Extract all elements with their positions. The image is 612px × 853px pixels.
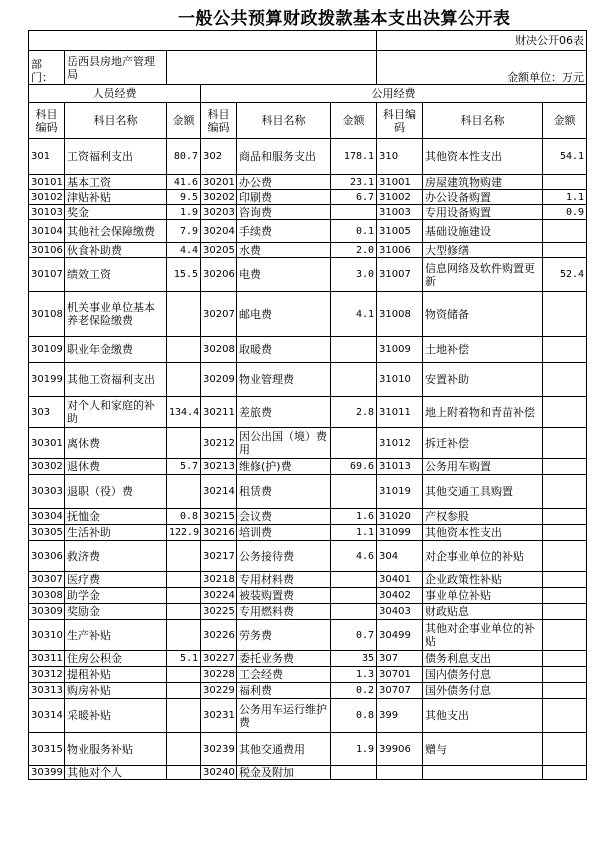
amount-cell: [167, 733, 201, 766]
name-cell: 大型修缮: [423, 243, 543, 258]
amount-cell: [167, 683, 201, 699]
header-name: 科目名称: [423, 103, 543, 139]
code-cell: 30315: [29, 733, 65, 766]
amount-cell: [543, 620, 587, 651]
code-cell: 301: [29, 139, 65, 175]
name-cell: 其他对企事业单位的补贴: [423, 620, 543, 651]
name-cell: 其他资本性支出: [423, 525, 543, 541]
amount-cell: 1.6: [331, 509, 377, 525]
code-cell: 30314: [29, 699, 65, 733]
amount-cell: 69.6: [331, 459, 377, 475]
report-title-bar: [0, 2, 612, 30]
name-cell: 被装购置费: [237, 588, 331, 604]
name-cell: 地上附着物和青苗补偿: [423, 397, 543, 428]
table-row: [29, 258, 587, 292]
amount-cell: 0.8: [167, 509, 201, 525]
amount-cell: [167, 604, 201, 620]
amount-cell: 2.8: [331, 397, 377, 428]
code-cell: 30301: [29, 428, 65, 459]
code-cell: 30206: [201, 258, 237, 292]
name-cell: 奖金: [65, 205, 167, 220]
table-row: [29, 459, 587, 475]
code-cell: 30208: [201, 337, 237, 363]
name-cell: 公务用车购置: [423, 459, 543, 475]
name-cell: 机关事业单位基本养老保险缴费: [65, 292, 167, 337]
amount-cell: 122.9: [167, 525, 201, 541]
amount-cell: [331, 604, 377, 620]
name-cell: 其他资本性支出: [423, 139, 543, 175]
table-row: [29, 292, 587, 337]
amount-cell: [543, 243, 587, 258]
expenditure-table: [28, 30, 587, 780]
code-cell: 30306: [29, 541, 65, 572]
amount-cell: [543, 428, 587, 459]
name-cell: 因公出国（境）费用: [237, 428, 331, 459]
header-amount: 金额: [167, 103, 201, 139]
name-cell: 其他交通工具购置: [423, 475, 543, 509]
name-cell: 维修(护)费: [237, 459, 331, 475]
amount-cell: [167, 699, 201, 733]
code-cell: 30240: [201, 766, 237, 780]
name-cell: 租赁费: [237, 475, 331, 509]
amount-cell: [331, 766, 377, 780]
table-row: [29, 572, 587, 588]
amount-cell: [543, 541, 587, 572]
code-cell: 30307: [29, 572, 65, 588]
name-cell: 事业单位补贴: [423, 588, 543, 604]
amount-cell: [543, 699, 587, 733]
table-row: [29, 190, 587, 205]
table-row: [29, 363, 587, 397]
name-cell: 绩效工资: [65, 258, 167, 292]
table-row: [29, 337, 587, 363]
amount-cell: 178.1: [331, 139, 377, 175]
name-cell: 房屋建筑物购建: [423, 175, 543, 190]
name-cell: 物资储备: [423, 292, 543, 337]
name-cell: 对企事业单位的补贴: [423, 541, 543, 572]
name-cell: 国外债务付息: [423, 683, 543, 699]
code-cell: 30303: [29, 475, 65, 509]
amount-cell: [167, 337, 201, 363]
code-cell: 30309: [29, 604, 65, 620]
code-cell: 30106: [29, 243, 65, 258]
code-cell: 30103: [29, 205, 65, 220]
code-cell: 30310: [29, 620, 65, 651]
code-cell: 30401: [377, 572, 423, 588]
code-cell: 30403: [377, 604, 423, 620]
name-cell: 工资福利支出: [65, 139, 167, 175]
code-cell: 30211: [201, 397, 237, 428]
name-cell: 公务接待费: [237, 541, 331, 572]
code-cell: 30311: [29, 651, 65, 667]
amount-cell: [331, 588, 377, 604]
name-cell: 其他社会保障缴费: [65, 220, 167, 243]
code-cell: 302: [201, 139, 237, 175]
code-cell: 31011: [377, 397, 423, 428]
name-cell: 购房补贴: [65, 683, 167, 699]
code-cell: 31001: [377, 175, 423, 190]
name-cell: 生产补贴: [65, 620, 167, 651]
name-cell: 公务用车运行维护费: [237, 699, 331, 733]
name-cell: 培训费: [237, 525, 331, 541]
code-cell: 30201: [201, 175, 237, 190]
amount-cell: [167, 766, 201, 780]
table-row: [29, 175, 587, 190]
amount-cell: [543, 651, 587, 667]
name-cell: 印刷费: [237, 190, 331, 205]
table-row: [29, 243, 587, 258]
name-cell: 拆迁补偿: [423, 428, 543, 459]
blank-cell: [167, 51, 377, 85]
amount-cell: 54.1: [543, 139, 587, 175]
code-cell: 31019: [377, 475, 423, 509]
code-cell: 30199: [29, 363, 65, 397]
unit-label: 金额单位：万元: [377, 51, 587, 85]
amount-cell: 1.9: [331, 733, 377, 766]
amount-cell: [167, 428, 201, 459]
table-row: [29, 604, 587, 620]
code-cell: 310: [377, 139, 423, 175]
amount-cell: [543, 572, 587, 588]
amount-cell: 0.8: [331, 699, 377, 733]
name-cell: 取暖费: [237, 337, 331, 363]
name-cell: 差旅费: [237, 397, 331, 428]
code-cell: 31009: [377, 337, 423, 363]
code-cell: 30308: [29, 588, 65, 604]
name-cell: 离休费: [65, 428, 167, 459]
amount-cell: 5.7: [167, 459, 201, 475]
amount-cell: 1.1: [331, 525, 377, 541]
name-cell: 手续费: [237, 220, 331, 243]
name-cell: 抚恤金: [65, 509, 167, 525]
name-cell: 基本工资: [65, 175, 167, 190]
amount-cell: 4.4: [167, 243, 201, 258]
code-cell: [377, 766, 423, 780]
name-cell: 企业政策性补贴: [423, 572, 543, 588]
amount-cell: 0.1: [331, 220, 377, 243]
group-personnel: 人员经费: [29, 85, 201, 103]
header-code: 科目编码: [201, 103, 237, 139]
amount-cell: [543, 588, 587, 604]
code-cell: 304: [377, 541, 423, 572]
code-cell: 30227: [201, 651, 237, 667]
amount-cell: 7.9: [167, 220, 201, 243]
code-cell: 31005: [377, 220, 423, 243]
code-cell: 39906: [377, 733, 423, 766]
name-cell: 退休费: [65, 459, 167, 475]
amount-cell: 52.4: [543, 258, 587, 292]
table-row: [29, 699, 587, 733]
code-cell: 31008: [377, 292, 423, 337]
table-row: [29, 475, 587, 509]
name-cell: 助学金: [65, 588, 167, 604]
name-cell: 奖励金: [65, 604, 167, 620]
amount-cell: [167, 572, 201, 588]
dept-label: 部门：: [29, 51, 65, 85]
name-cell: 其他工资福利支出: [65, 363, 167, 397]
code-cell: 30108: [29, 292, 65, 337]
name-cell: 赠与: [423, 733, 543, 766]
amount-cell: 6.7: [331, 190, 377, 205]
name-cell: 商品和服务支出: [237, 139, 331, 175]
code-cell: 30304: [29, 509, 65, 525]
name-cell: 委托业务费: [237, 651, 331, 667]
code-cell: 31099: [377, 525, 423, 541]
code-cell: 30215: [201, 509, 237, 525]
name-cell: [423, 766, 543, 780]
code-cell: 30107: [29, 258, 65, 292]
code-cell: 31007: [377, 258, 423, 292]
name-cell: 提租补贴: [65, 667, 167, 683]
name-cell: 物业服务补贴: [65, 733, 167, 766]
code-cell: 30205: [201, 243, 237, 258]
name-cell: 咨询费: [237, 205, 331, 220]
name-cell: 对个人和家庭的补助: [65, 397, 167, 428]
code-cell: 31006: [377, 243, 423, 258]
header-name: 科目名称: [65, 103, 167, 139]
name-cell: 财政贴息: [423, 604, 543, 620]
amount-cell: 80.7: [167, 139, 201, 175]
amount-cell: 5.1: [167, 651, 201, 667]
code-cell: 30204: [201, 220, 237, 243]
code-cell: 30213: [201, 459, 237, 475]
code-cell: 30101: [29, 175, 65, 190]
amount-cell: 1.1: [543, 190, 587, 205]
code-cell: 30102: [29, 190, 65, 205]
code-cell: 399: [377, 699, 423, 733]
name-cell: 电费: [237, 258, 331, 292]
name-cell: 税金及附加: [237, 766, 331, 780]
amount-cell: [167, 620, 201, 651]
table-row: [29, 651, 587, 667]
name-cell: 津贴补贴: [65, 190, 167, 205]
code-cell: 31020: [377, 509, 423, 525]
amount-cell: [331, 205, 377, 220]
code-cell: 30239: [201, 733, 237, 766]
header-name: 科目名称: [237, 103, 331, 139]
code-cell: 30212: [201, 428, 237, 459]
name-cell: 工会经费: [237, 667, 331, 683]
code-cell: 303: [29, 397, 65, 428]
amount-cell: [543, 459, 587, 475]
code-cell: 30217: [201, 541, 237, 572]
name-cell: 职业年金缴费: [65, 337, 167, 363]
name-cell: 物业管理费: [237, 363, 331, 397]
name-cell: 专用燃料费: [237, 604, 331, 620]
code-cell: 31010: [377, 363, 423, 397]
name-cell: 其他对个人: [65, 766, 167, 780]
amount-cell: [543, 337, 587, 363]
code-cell: 30109: [29, 337, 65, 363]
code-cell: 30231: [201, 699, 237, 733]
code-cell: 307: [377, 651, 423, 667]
table-row: [29, 509, 587, 525]
report-title: 一般公共预算财政拨款基本支出决算公开表: [178, 9, 511, 29]
amount-cell: [167, 541, 201, 572]
code-cell: 30313: [29, 683, 65, 699]
header-amount: 金额: [543, 103, 587, 139]
amount-cell: [331, 363, 377, 397]
table-row: [29, 620, 587, 651]
name-cell: 生活补助: [65, 525, 167, 541]
header-code: 科目编码: [377, 103, 423, 139]
code-cell: 30225: [201, 604, 237, 620]
amount-cell: [331, 428, 377, 459]
amount-cell: [543, 363, 587, 397]
code-cell: 30203: [201, 205, 237, 220]
amount-cell: 4.6: [331, 541, 377, 572]
table-row: [29, 683, 587, 699]
name-cell: 债务利息支出: [423, 651, 543, 667]
amount-cell: 41.6: [167, 175, 201, 190]
code-cell: 30226: [201, 620, 237, 651]
code-cell: 30216: [201, 525, 237, 541]
table-number: 财决公开06表: [377, 31, 587, 51]
code-cell: 30207: [201, 292, 237, 337]
amount-cell: [543, 175, 587, 190]
amount-cell: [331, 572, 377, 588]
amount-cell: 2.0: [331, 243, 377, 258]
code-cell: 30224: [201, 588, 237, 604]
amount-cell: [167, 475, 201, 509]
amount-cell: [543, 292, 587, 337]
name-cell: 邮电费: [237, 292, 331, 337]
code-cell: 30305: [29, 525, 65, 541]
name-cell: 国内债务付息: [423, 667, 543, 683]
header-amount: 金额: [331, 103, 377, 139]
table-row: [29, 428, 587, 459]
amount-cell: [543, 220, 587, 243]
code-cell: 30312: [29, 667, 65, 683]
amount-cell: [543, 397, 587, 428]
code-cell: 31002: [377, 190, 423, 205]
amount-cell: 3.0: [331, 258, 377, 292]
amount-cell: [543, 525, 587, 541]
amount-cell: 1.9: [167, 205, 201, 220]
table-row: [29, 667, 587, 683]
table-row: [29, 220, 587, 243]
code-cell: 30499: [377, 620, 423, 651]
dept-name: 岳西县房地产管理局: [65, 51, 167, 85]
amount-cell: [167, 667, 201, 683]
code-cell: 30209: [201, 363, 237, 397]
code-cell: 30399: [29, 766, 65, 780]
amount-cell: 0.9: [543, 205, 587, 220]
amount-cell: 23.1: [331, 175, 377, 190]
code-cell: 30302: [29, 459, 65, 475]
code-cell: 30228: [201, 667, 237, 683]
name-cell: 采暖补贴: [65, 699, 167, 733]
name-cell: 其他交通费用: [237, 733, 331, 766]
amount-cell: 1.3: [331, 667, 377, 683]
table-row: [29, 525, 587, 541]
table-row: [29, 205, 587, 220]
amount-cell: 35: [331, 651, 377, 667]
name-cell: 福利费: [237, 683, 331, 699]
amount-cell: 0.7: [331, 620, 377, 651]
name-cell: 救济费: [65, 541, 167, 572]
amount-cell: [543, 683, 587, 699]
amount-cell: [543, 667, 587, 683]
amount-cell: 15.5: [167, 258, 201, 292]
amount-cell: [331, 337, 377, 363]
amount-cell: [167, 588, 201, 604]
table-row: [29, 541, 587, 572]
code-cell: 30214: [201, 475, 237, 509]
name-cell: 专用材料费: [237, 572, 331, 588]
table-row: [29, 139, 587, 175]
name-cell: 住房公积金: [65, 651, 167, 667]
code-cell: 30229: [201, 683, 237, 699]
code-cell: 30701: [377, 667, 423, 683]
name-cell: 专用设备购置: [423, 205, 543, 220]
table-row: [29, 397, 587, 428]
amount-cell: [543, 475, 587, 509]
name-cell: 伙食补助费: [65, 243, 167, 258]
blank-cell: [29, 31, 377, 51]
name-cell: 水费: [237, 243, 331, 258]
amount-cell: 0.2: [331, 683, 377, 699]
name-cell: 土地补偿: [423, 337, 543, 363]
group-public: 公用经费: [201, 85, 587, 103]
name-cell: 医疗费: [65, 572, 167, 588]
name-cell: 基础设施建设: [423, 220, 543, 243]
code-cell: 30402: [377, 588, 423, 604]
amount-cell: [543, 509, 587, 525]
table-row: [29, 766, 587, 780]
name-cell: 信息网络及软件购置更新: [423, 258, 543, 292]
header-code: 科目编码: [29, 103, 65, 139]
name-cell: 其他支出: [423, 699, 543, 733]
name-cell: 安置补助: [423, 363, 543, 397]
code-cell: 30104: [29, 220, 65, 243]
amount-cell: 134.4: [167, 397, 201, 428]
name-cell: 劳务费: [237, 620, 331, 651]
amount-cell: 9.5: [167, 190, 201, 205]
code-cell: 30218: [201, 572, 237, 588]
amount-cell: [543, 604, 587, 620]
amount-cell: [167, 292, 201, 337]
code-cell: 31003: [377, 205, 423, 220]
name-cell: 办公费: [237, 175, 331, 190]
code-cell: 30202: [201, 190, 237, 205]
amount-cell: [543, 766, 587, 780]
table-row: [29, 733, 587, 766]
amount-cell: [543, 733, 587, 766]
name-cell: 退职（役）费: [65, 475, 167, 509]
amount-cell: [331, 475, 377, 509]
name-cell: 会议费: [237, 509, 331, 525]
amount-cell: 4.1: [331, 292, 377, 337]
table-row: [29, 588, 587, 604]
name-cell: 产权参股: [423, 509, 543, 525]
code-cell: 31012: [377, 428, 423, 459]
name-cell: 办公设备购置: [423, 190, 543, 205]
code-cell: 31013: [377, 459, 423, 475]
code-cell: 30707: [377, 683, 423, 699]
amount-cell: [167, 363, 201, 397]
